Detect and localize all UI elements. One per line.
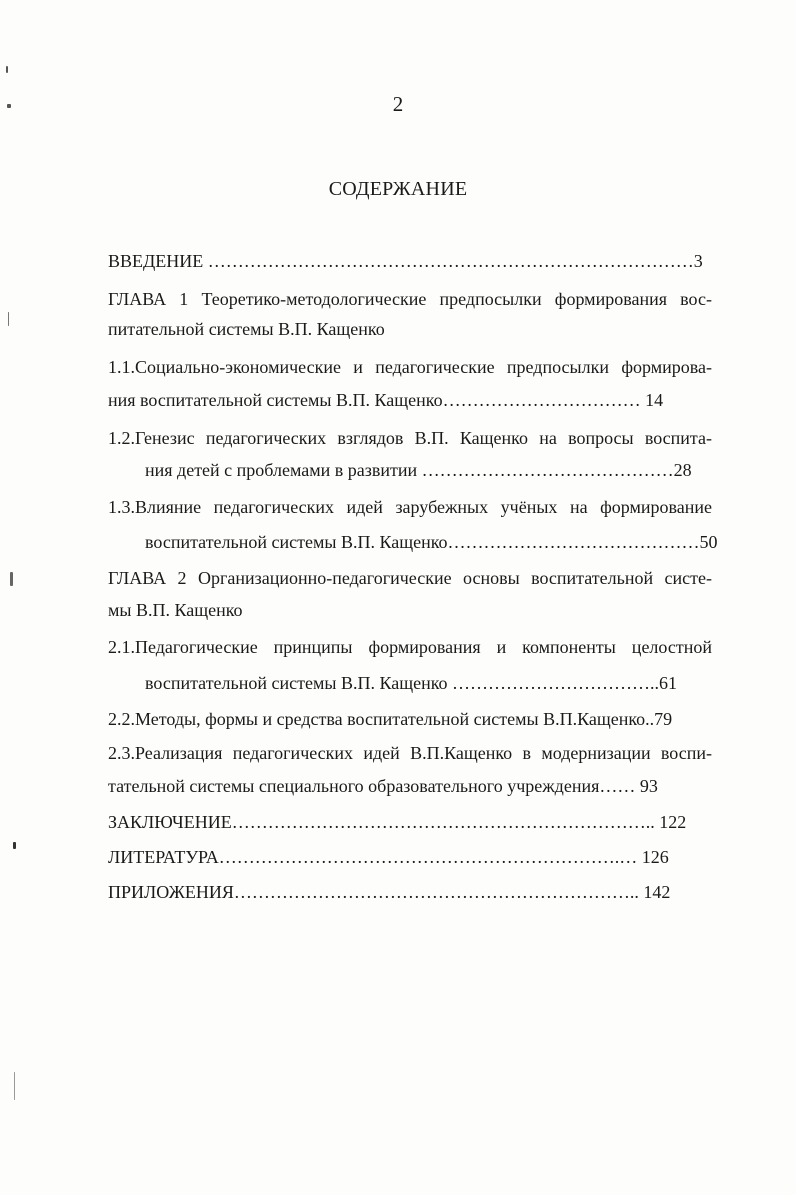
toc-entry-section-2-3-line-2: тательной системы специального образовательного учреждения…… 93 xyxy=(108,776,658,796)
toc-entry-chapter-1-line-2: питательной системы В.П. Кащенко xyxy=(108,319,385,339)
page-title: СОДЕРЖАНИЕ xyxy=(328,178,468,200)
toc-entry-literature: ЛИТЕРАТУРА………………………………………………………….… 126 xyxy=(108,847,669,867)
toc-entry-section-1-2-line-1: 1.2.Генезис педагогических взглядов В.П. Кащенко на вопросы воспита- xyxy=(108,428,712,448)
toc-entry-conclusion: ЗАКЛЮЧЕНИЕ…………………………………………………………….. 122 xyxy=(108,812,687,832)
toc-entry-section-2-1-line-2: воспитательной системы В.П. Кащенко ……………………………..61 xyxy=(145,673,678,693)
scan-speck xyxy=(8,312,9,326)
scan-speck xyxy=(6,66,8,73)
scan-speck xyxy=(13,842,16,849)
toc-entry-chapter-2-line-2: мы В.П. Кащенко xyxy=(108,600,243,620)
toc-entry-appendices: ПРИЛОЖЕНИЯ………………………………………………………….. 142 xyxy=(108,882,671,902)
toc-entry-section-1-2-line-2: ния детей с проблемами в развитии ……………………………………28 xyxy=(145,460,692,480)
toc-entry-section-2-2: 2.2.Методы, формы и средства воспитательной системы В.П.Кащенко..79 xyxy=(108,709,673,729)
toc-entry-introduction: ВВЕДЕНИЕ ………………………………………………………………………3 xyxy=(108,251,703,271)
scan-speck xyxy=(10,572,13,586)
toc-entry-section-2-1-line-1: 2.1.Педагогические принципы формирования и компоненты целостной xyxy=(108,637,712,657)
toc-entry-chapter-1-line-1: ГЛАВА 1 Теоретико-методологические предпосылки формирования вос- xyxy=(108,289,712,309)
toc-entry-section-1-1-line-1: 1.1.Социально-экономические и педагогические предпосылки формирова- xyxy=(108,357,712,377)
toc-entry-section-1-3-line-2: воспитательной системы В.П. Кащенко……………………………………50 xyxy=(145,532,718,552)
scan-speck xyxy=(7,104,11,108)
toc-entry-section-1-1-line-2: ния воспитательной системы В.П. Кащенко…………………………… 14 xyxy=(108,390,664,410)
toc-entry-section-2-3-line-1: 2.3.Реализация педагогических идей В.П.Кащенко в модернизации воспи- xyxy=(108,743,712,763)
page-number: 2 xyxy=(392,92,404,116)
toc-entry-section-1-3-line-1: 1.3.Влияние педагогических идей зарубежных учёных на формирование xyxy=(108,497,712,517)
scan-speck xyxy=(14,1072,15,1100)
toc-entry-chapter-2-line-1: ГЛАВА 2 Организационно-педагогические основы воспитательной систе- xyxy=(108,568,712,588)
